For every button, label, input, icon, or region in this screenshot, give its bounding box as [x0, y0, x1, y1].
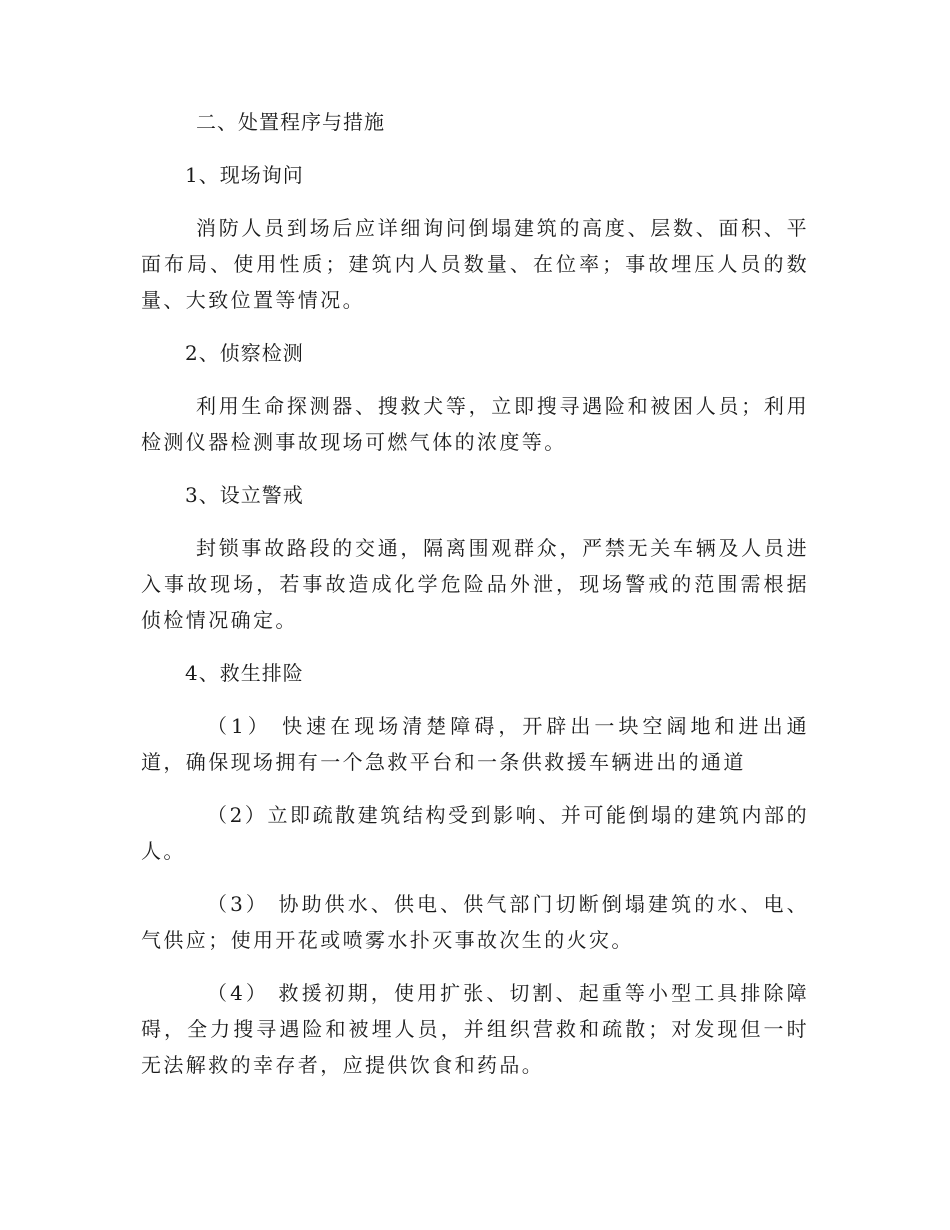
paragraph-cordon: 封锁事故路段的交通，隔离围观群众，严禁无关车辆及人员进入事故现场，若事故造成化学危险品外泄，现场警戒的范围需根据侦检情况确定。	[141, 536, 809, 632]
document-page	[141, 104, 809, 1100]
heading-site-inquiry: 1、现场询问	[185, 163, 304, 187]
list-item-rescue-1: （1） 快速在现场清楚障碍，开辟出一块空阔地和进出通道，确保现场拥有一个急救平台和一条供救援车辆进出的通道	[141, 714, 809, 774]
section-title: 二、处置程序与措施	[196, 110, 385, 134]
heading-cordon: 3、设立警戒	[185, 483, 304, 507]
heading-rescue: 4、救生排险	[185, 661, 304, 685]
paragraph-reconnaissance: 利用生命探测器、搜救犬等，立即搜寻遇险和被困人员；利用检测仪器检测事故现场可燃气体的浓度等。	[141, 394, 809, 454]
list-item-rescue-4: （4） 救援初期，使用扩张、切割、起重等小型工具排除障碍，全力搜寻遇险和被埋人员，并组织营救和疏散；对发现但一时无法解救的幸存者，应提供饮食和药品。	[141, 981, 809, 1077]
list-item-rescue-2: （2）立即疏散建筑结构受到影响、并可能倒塌的建筑内部的人。	[141, 803, 809, 863]
paragraph-site-inquiry: 消防人员到场后应详细询问倒塌建筑的高度、层数、面积、平面布局、使用性质；建筑内人员数量、在位率；事故埋压人员的数量、大致位置等情况。	[141, 216, 809, 312]
list-item-rescue-3: （3） 协助供水、供电、供气部门切断倒塌建筑的水、电、气供应；使用开花或喷雾水扑灭事故次生的火灾。	[141, 892, 809, 952]
heading-reconnaissance: 2、侦察检测	[185, 341, 304, 365]
